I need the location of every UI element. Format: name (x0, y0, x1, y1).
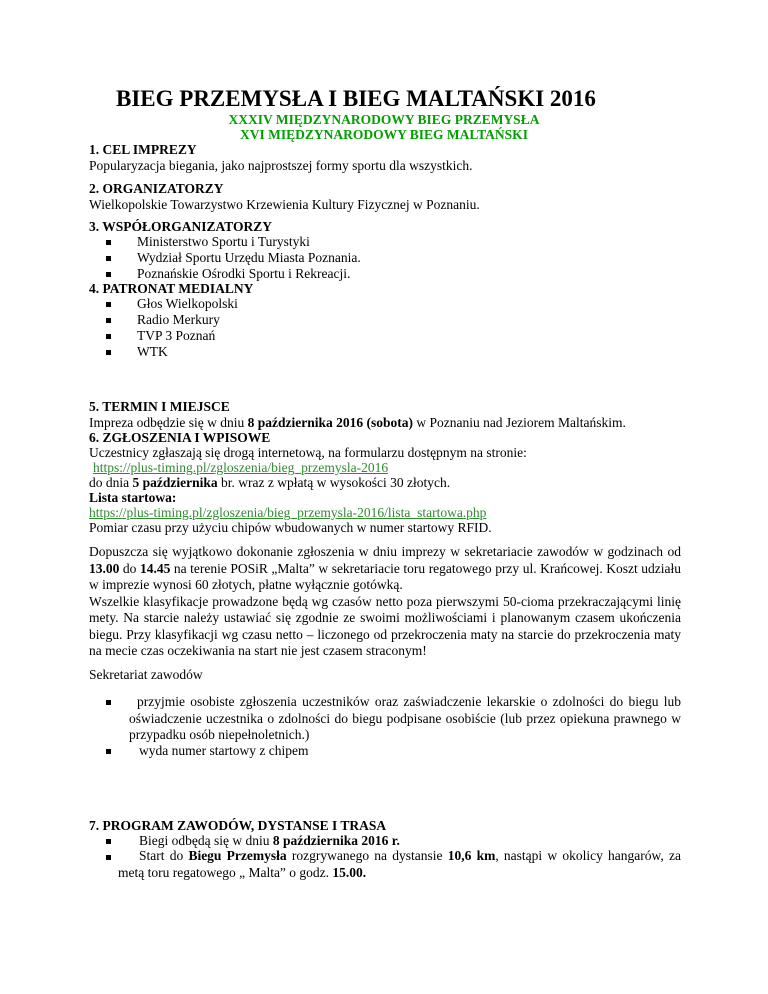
bullet-icon (106, 256, 111, 261)
list-item: Radio Merkury (137, 312, 220, 327)
bullet-icon (106, 334, 111, 339)
list-item: Poznańskie Ośrodki Sportu i Rekreacji. (137, 266, 351, 281)
bullet-icon (106, 350, 111, 355)
section-7-heading: 7. PROGRAM ZAWODÓW, DYSTANSE I TRASA (89, 818, 387, 833)
classification-paragraph: Wszelkie klasyfikacje prowadzone będą wg czasów netto poza pierwszymi 50-cioma przekraczającymi linię mety. Na starcie należy ustawiać się zgodnie ze swoimi możliwościami i planowanym czasem ukończenia biegu. Przy klasyfikacji wg czasu netto – liczonego od przekroczenia maty na starcie do przekroczenia maty na mecie czas oczekiwania na start nie jest czasem straconym! (89, 593, 681, 658)
bullet-icon (106, 272, 111, 277)
section-5-text: Impreza odbędzie się w dniu 8 października 2016 (sobota) w Poznaniu nad Jeziorem Maltańskim. (89, 415, 626, 430)
section-2-text: Wielkopolskie Towarzystwo Krzewienia Kultury Fizycznej w Poznaniu. (89, 197, 480, 212)
section-1-text: Popularyzacja biegania, jako najprostszej formy sportu dla wszystkich. (89, 158, 473, 173)
list-item: wyda numer startowy z chipem (139, 743, 309, 758)
registration-info: Uczestnicy zgłaszają się drogą internetową, na formularzu dostępnym na stronie: (89, 445, 527, 460)
list-item: Wydział Sportu Urzędu Miasta Poznania. (137, 250, 361, 265)
section-4-heading: 4. PATRONAT MEDIALNY (89, 281, 254, 296)
page-title: BIEG PRZEMYSŁA I BIEG MALTAŃSKI 2016 (116, 86, 596, 111)
start-list-link[interactable]: https://plus-timing.pl/zgloszenia/bieg_przemysla-2016/lista_startowa.php (89, 505, 487, 520)
list-item: Start do Biegu Przemysła rozgrywanego na dystansie 10,6 km, nastąpi w okolicy hangarów, za metą toru regatowego „ Malta” o godz. 15.00. (118, 848, 681, 880)
section-6-heading: 6. ZGŁOSZENIA I WPISOWE (89, 430, 271, 445)
rfid-info: Pomiar czasu przy użyciu chipów wbudowanych w numer startowy RFID. (89, 520, 492, 535)
subtitle-przemysla: XXXIV MIĘDZYNARODOWY BIEG PRZEMYSŁA (228, 112, 540, 127)
start-list-label: Lista startowa: (89, 490, 177, 505)
list-item: Ministerstwo Sportu i Turystyki (137, 234, 310, 249)
bullet-icon (106, 749, 111, 754)
secretariat-label: Sekretariat zawodów (89, 667, 203, 682)
list-item: WTK (137, 344, 168, 359)
bullet-icon (106, 302, 111, 307)
section-3-heading: 3. WSPÓŁORGANIZATORZY (89, 219, 273, 234)
bullet-icon (106, 700, 111, 705)
registration-deadline: do dnia 5 października br. wraz z wpłatą w wysokości 30 złotych. (89, 475, 451, 490)
bullet-icon (106, 240, 111, 245)
subtitle-maltanski: XVI MIĘDZYNARODOWY BIEG MALTAŃSKI (240, 127, 528, 142)
bullet-icon (106, 318, 111, 323)
list-item: przyjmie osobiste zgłoszenia uczestników oraz zaświadczenie lekarskie o zdolności do biegu lub oświadczenie uczestnika o zdolności do biegu podpisane osobiście (lub przez opiekuna prawnego w przypadku osób niepełnoletnich.) (129, 694, 681, 742)
on-site-registration-paragraph: Dopuszcza się wyjątkowo dokonanie zgłoszenia w dniu imprezy w sekretariacie zawodów w godzinach od 13.00 do 14.45 na terenie POSiR „Malta” w sekretariacie toru regatowego przy ul. Krańcowej. Koszt udziału w imprezie wynosi 60 złotych, płatne wyłącznie gotówką. Wszelkie klasyfikacje prowadzone będą wg czasów netto poza pierwszymi 50-cioma przekraczającymi linię mety. Na starcie należy ustawiać się zgodnie ze swoimi możliwościami i planowanym czasem ukończenia biegu. Przy klasyfikacji wg czasu netto – liczonego od przekroczenia maty na starcie do przekroczenia maty na mecie czas oczekiwania na start nie jest czasem straconym! (89, 544, 681, 658)
list-item: Głos Wielkopolski (137, 296, 238, 311)
section-1-heading: 1. CEL IMPREZY (89, 142, 197, 157)
list-item: TVP 3 Poznań (137, 328, 216, 343)
section-2-heading: 2. ORGANIZATORZY (89, 181, 224, 196)
bullet-icon (106, 839, 111, 844)
registration-link[interactable]: https://plus-timing.pl/zgloszenia/bieg_przemysla-2016 (93, 460, 389, 475)
bullet-icon (106, 855, 111, 860)
section-5-heading: 5. TERMIN I MIEJSCE (89, 399, 230, 414)
list-item: Biegi odbędą się w dniu 8 października 2016 r. (139, 833, 400, 848)
